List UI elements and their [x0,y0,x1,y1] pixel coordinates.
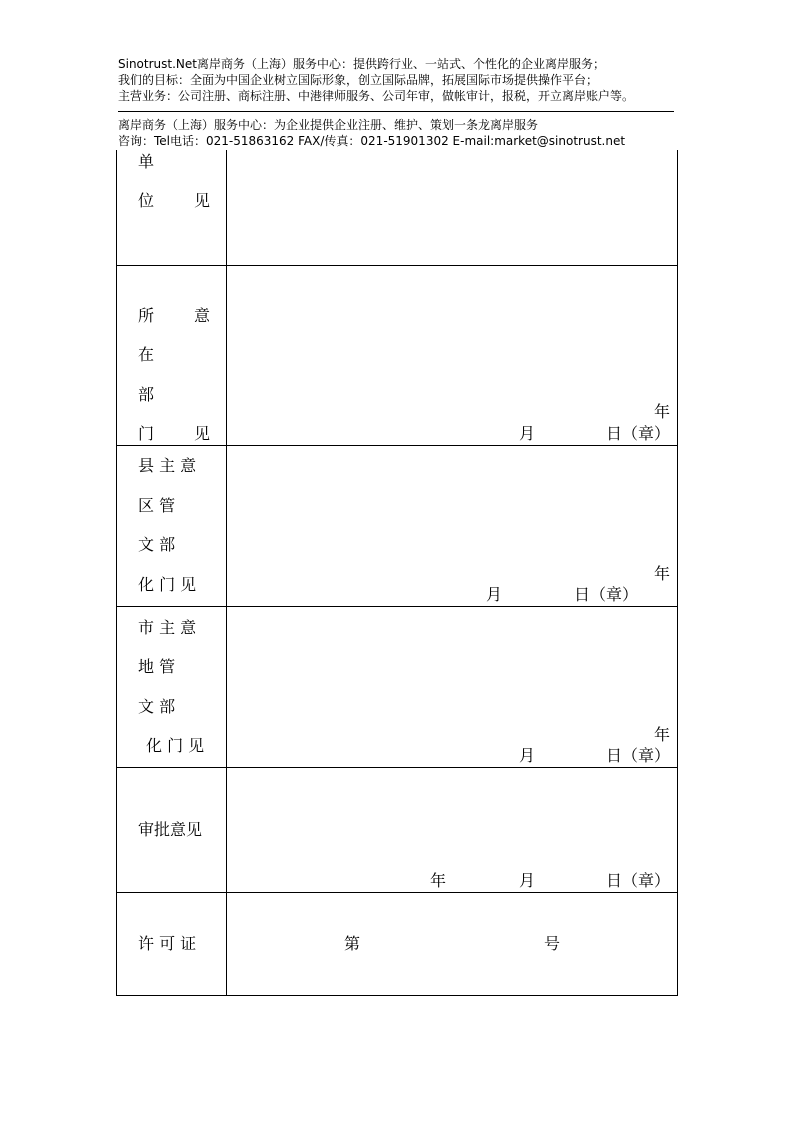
city-date-year: 年 [654,725,671,744]
approval-form-table [116,150,678,996]
county-date-year: 年 [654,564,671,583]
table-border-left [116,150,117,996]
department-label-char: 部 [138,385,155,404]
department-label-char: 意 [194,306,211,325]
row-divider [116,606,678,607]
county-label-line: 化 门 见 [138,575,197,594]
department-date-year: 年 [654,402,671,421]
approval-label: 审批意见 [138,820,203,839]
city-date-day-seal: 日（章） [606,746,671,765]
approval-date-day-seal: 日（章） [606,871,671,890]
city-label-line: 市 主 意 [138,618,197,637]
department-label-char: 所 [138,306,155,325]
header-divider [118,111,674,112]
department-label-char: 在 [138,345,155,364]
county-date-month: 月 [486,585,503,604]
row-divider [116,445,678,446]
license-number-prefix: 第 [344,934,361,953]
row-divider [116,892,678,893]
county-date-day-seal: 日（章） [574,585,639,604]
unit-label-char: 位 [138,191,155,210]
header-line-3: 主营业务：公司注册、商标注册、中港律师服务、公司年审，做帐审计，报税，开立离岸账户等。 [118,89,635,103]
table-border-right [677,150,678,996]
county-label-line: 区 管 [138,496,176,515]
city-label-line: 化 门 见 [146,736,205,755]
row-divider [116,767,678,768]
county-label-line: 县 主 意 [138,456,197,475]
license-label: 许 可 证 [138,934,197,953]
row-divider [116,265,678,266]
license-number-suffix: 号 [544,934,561,953]
department-label-char: 门 [138,424,155,443]
header-line-5: 咨询：Tel电话：021-51863162 FAX/传真：021-51901302 E-mail:market@sinotrust.net [118,134,626,148]
city-date-month: 月 [519,746,536,765]
department-label-char: 见 [194,424,211,443]
department-date-month: 月 [519,424,536,443]
city-label-line: 文 部 [138,697,176,716]
header-line-1: Sinotrust.Net离岸商务（上海）服务中心：提供跨行业、一站式、个性化的企业离岸服务； [118,57,605,71]
county-label-line: 文 部 [138,535,176,554]
unit-label-char: 见 [194,191,211,210]
approval-date-month: 月 [519,871,536,890]
department-date-day-seal: 日（章） [606,424,671,443]
table-border-bottom [116,995,678,996]
table-column-divider [226,150,227,996]
header-line-2: 我们的目标：全面为中国企业树立国际形象，创立国际品牌，拓展国际市场提供操作平台； [118,73,599,87]
header-line-4: 离岸商务（上海）服务中心：为企业提供企业注册、维护、策划一条龙离岸服务 [118,118,539,132]
unit-label-char: 单 [138,152,155,171]
city-label-line: 地 管 [138,657,176,676]
approval-date-year: 年 [430,871,447,890]
